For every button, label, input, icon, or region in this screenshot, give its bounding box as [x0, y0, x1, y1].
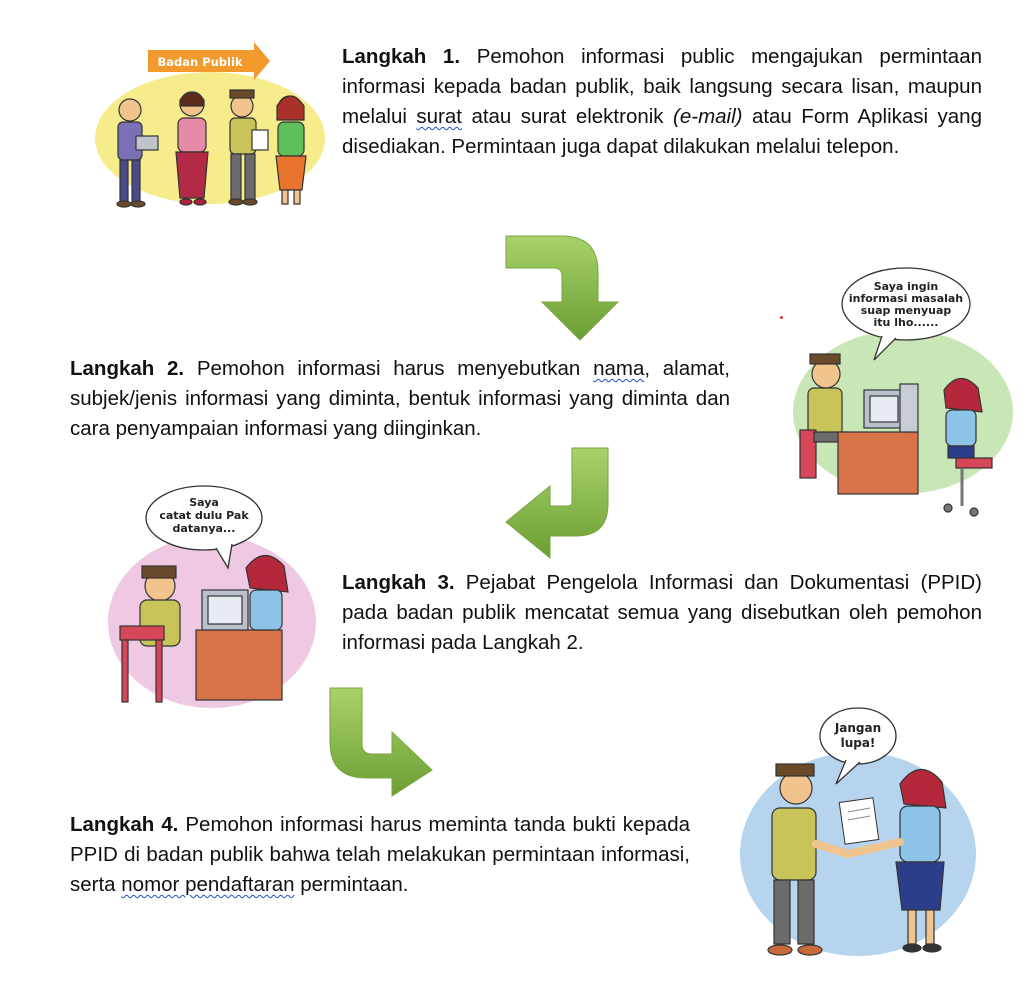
step1-text-b: atau surat elektronik — [461, 105, 674, 128]
step4-heading: Langkah 4. — [70, 813, 179, 836]
step2-text-b: , alamat, subjek/jenis informasi yang diminta, bentuk informasi yang diminta dan cara penyampaian informasi yang diinginkan. — [70, 357, 730, 440]
arrow-step1-to-step2 — [502, 232, 622, 344]
step2-heading: Langkah 2. — [70, 357, 185, 380]
step2-text-a: Pemohon informasi harus menyebutkan — [184, 357, 594, 380]
bubble3-line1: Saya — [189, 496, 219, 509]
woman-in-green — [276, 96, 306, 204]
bubble2-line4: itu lho...... — [873, 316, 939, 329]
arrow-step2-to-step3 — [502, 444, 614, 562]
bubble3-line3: datanya... — [172, 522, 236, 535]
step1-illustration — [92, 40, 332, 220]
step3-body: Pejabat Pengelola Informasi dan Dokumentasi (PPID) pada badan publik mencatat semua yang disebutkan oleh pemohon informasi pada Langkah 2. — [342, 571, 982, 654]
step4-text-b: permintaan. — [294, 873, 409, 896]
step4-text-a: Pemohon informasi harus meminta tanda bukti kepada PPID di badan publik bahwa telah melakukan permintaan informasi, serta — [70, 813, 690, 896]
bubble4-line1: Jangan — [834, 721, 882, 735]
banner-label: Badan Publik — [157, 55, 243, 69]
email-italic: (e-mail) — [673, 105, 743, 128]
step1-text-c: atau Form Aplikasi yang disediakan. Permintaan juga dapat dilakukan melalui telepon. — [342, 105, 982, 158]
bubble2-line2: informasi masalah — [848, 292, 964, 305]
step4-text — [70, 810, 690, 900]
step3-text — [342, 568, 982, 658]
step2-illustration — [778, 262, 1018, 534]
bubble3-line2: catat dulu Pak — [159, 509, 249, 522]
link-nama: nama — [593, 357, 645, 380]
step3-illustration — [104, 482, 322, 740]
arrow-step3-to-step4 — [326, 684, 438, 798]
woman-with-glasses — [176, 92, 208, 205]
step3-heading: Langkah 3. — [342, 571, 455, 594]
woman-writing-illustration — [246, 555, 288, 630]
bubble2-line3: suap menyuap — [860, 304, 952, 317]
link-nomor-pendaftaran: nomor pendaftaran — [121, 873, 295, 896]
receipt-paper — [839, 798, 879, 844]
step4-illustration — [736, 704, 986, 976]
step1-text-a: Pemohon informasi public mengajukan permintaan informasi kepada badan publik, baik langsung secara lisan, maupun melalui — [342, 45, 982, 128]
link-surat: surat — [416, 105, 462, 128]
bubble2-line1: Saya ingin — [873, 280, 939, 293]
step1-heading: Langkah 1. — [342, 45, 461, 68]
step1-text — [342, 42, 982, 162]
bubble4-line2: lupa! — [840, 736, 876, 750]
step2-text — [70, 354, 730, 444]
